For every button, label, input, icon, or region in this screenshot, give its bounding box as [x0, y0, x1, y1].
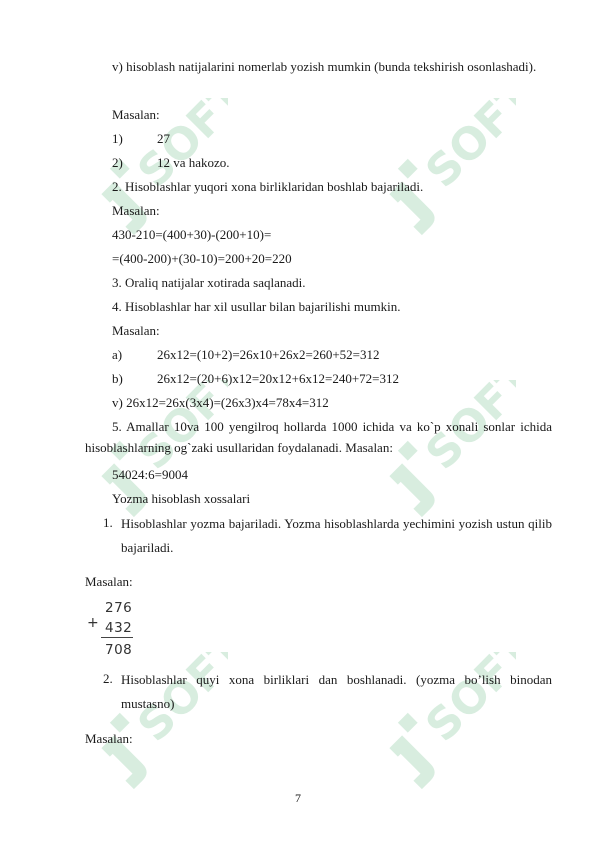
list-item-text: Hisoblashlar yozma bajariladi. Yozma hisoblashlarda yechimini yozish ustun qilib bajariladi.: [121, 516, 552, 555]
ordered-list-item: [85, 668, 552, 716]
equation-line: 430-210=(400+30)-(200+10)=: [112, 227, 272, 242]
svg-text:SOFT: SOFT: [128, 652, 228, 752]
list-item-number: 1.: [103, 515, 113, 530]
svg-text:SOFT: SOFT: [416, 380, 516, 480]
svg-text:SOFT: SOFT: [128, 380, 228, 480]
sum-line: [101, 637, 133, 638]
addend: 432: [105, 620, 133, 636]
paragraph-3: 3. Oraliq natijalar xotirada saqlanadi.: [112, 275, 306, 290]
addend: 276: [105, 600, 133, 616]
masalan-label: Masalan:: [112, 323, 160, 338]
list-item-text: 27: [157, 131, 170, 146]
plus-sign: +: [87, 615, 99, 631]
masalan-label: Masalan:: [85, 574, 133, 589]
paragraph-4: 4. Hisoblashlar har xil usullar bilan bajarilishi mumkin.: [112, 299, 401, 314]
sum: 708: [105, 642, 133, 658]
svg-text:SOFT: SOFT: [416, 98, 516, 198]
svg-text:SOFT: SOFT: [416, 652, 516, 752]
column-addition: [87, 600, 147, 664]
page-number: 7: [295, 791, 301, 805]
svg-text:SOFT: SOFT: [128, 98, 228, 198]
list-item-number: 1): [112, 131, 123, 146]
ordered-list-item: [85, 512, 552, 560]
list-item-text: 12 va hakozo.: [157, 155, 230, 170]
paragraph-2: 2. Hisoblashlar yuqori xona birliklaridan boshlab bajariladi.: [112, 179, 424, 194]
paragraph-5: 5. Amallar 10va 100 yengilroq hollarda 1000 ichida va ko`p xonali sonlar ichida hisoblashlarning og`zaki usullaridan foydalanadi. Masalan:: [85, 419, 552, 455]
masalan-label: Masalan:: [112, 203, 160, 218]
section-heading: Yozma hisoblash xossalari: [112, 491, 251, 506]
masalan-label: Masalan:: [85, 731, 133, 746]
list-item-text: 26x12=(20+6)x12=20x12+6x12=240+72=312: [157, 371, 399, 386]
equation-line: v) 26x12=26x(3x4)=(26x3)x4=78x4=312: [112, 395, 329, 410]
list-item-number: a): [112, 347, 123, 362]
list-item-text: 26x12=(10+2)=26x10+26x2=260+52=312: [157, 347, 380, 362]
paragraph-v: v) hisoblash natijalarini nomerlab yozish mumkin (bunda tekshirish osonlashadi).: [112, 59, 537, 74]
equation-line: 54024:6=9004: [112, 467, 188, 482]
masalan-label: Masalan:: [112, 107, 160, 122]
list-item-number: b): [112, 371, 123, 386]
list-item-number: 2): [112, 155, 123, 170]
list-item-text: Hisoblashlar quyi xona birliklari dan boshlanadi. (yozma bo’lish binodan mustasno): [121, 672, 552, 711]
equation-line: =(400-200)+(30-10)=200+20=220: [112, 251, 292, 266]
list-item-number: 2.: [103, 671, 113, 686]
